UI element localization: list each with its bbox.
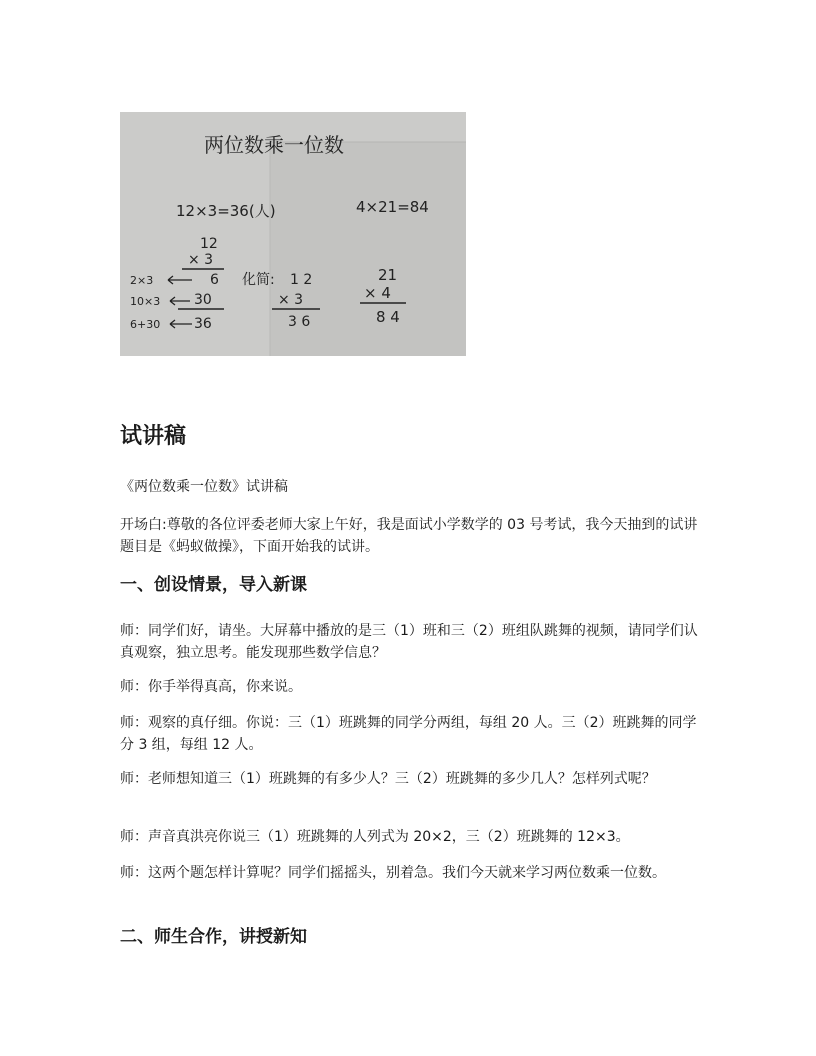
calc-c-top: 21 bbox=[378, 266, 398, 284]
intro-paragraph: 开场白:尊敬的各位评委老师大家上午好，我是面试小学数学的 03 号考试，我今天抽到的试讲题目是《蚂蚁做操》，下面开始我的试讲。 bbox=[120, 517, 698, 555]
calc-step-1: 2×3 bbox=[130, 274, 154, 287]
paragraph-5: 师：声音真洪亮你说三（1）班跳舞的人列式为 20×2，三（2）班跳舞的 12×3。 bbox=[120, 829, 630, 845]
photo-equation-right: 4×21=84 bbox=[356, 198, 429, 216]
calc-c-mul: × 4 bbox=[364, 284, 391, 302]
calc-step-2: 10×3 bbox=[130, 295, 161, 308]
calc-a-row2: 30 bbox=[194, 292, 212, 308]
handwritten-math-photo bbox=[120, 112, 466, 356]
calc-b-top: 1 2 bbox=[290, 272, 313, 288]
photo-title: 两位数乘一位数 bbox=[204, 133, 344, 157]
calc-b-mul: × 3 bbox=[278, 292, 304, 308]
calc-b-result: 3 6 bbox=[288, 314, 311, 330]
document-subtitle: 《两位数乘一位数》试讲稿 bbox=[120, 479, 288, 495]
paragraph-2: 师：你手举得真高，你来说。 bbox=[120, 679, 302, 695]
document-title: 试讲稿 bbox=[120, 424, 187, 449]
section-heading-2: 二、师生合作，讲授新知 bbox=[120, 927, 307, 947]
photo-equation-left: 12×3=36(人) bbox=[176, 202, 276, 220]
paragraph-3: 师：观察的真仔细。你说：三（1）班跳舞的同学分两组，每组 20 人。三（2）班跳舞的同学分 3 组，每组 12 人。 bbox=[120, 715, 697, 753]
calc-c-result: 8 4 bbox=[376, 308, 400, 326]
handwritten-notes bbox=[120, 112, 466, 356]
paragraph-1: 师：同学们好，请坐。大屏幕中播放的是三（1）班和三（2）班组队跳舞的视频，请同学们认真观察，独立思考。能发现那些数学信息？ bbox=[120, 623, 698, 661]
calc-a-row1: 6 bbox=[210, 272, 219, 288]
calc-a-mul: × 3 bbox=[188, 252, 214, 268]
calc-a-result: 36 bbox=[194, 316, 212, 332]
calc-step-3: 6+30 bbox=[130, 318, 161, 331]
section-heading-1: 一、创设情景，导入新课 bbox=[120, 575, 307, 595]
simplify-label: 化简: bbox=[242, 272, 275, 288]
calc-a-top: 12 bbox=[200, 236, 218, 252]
paragraph-4: 师：老师想知道三（1）班跳舞的有多少人？三（2）班跳舞的多少几人？怎样列式呢？ bbox=[120, 771, 656, 787]
paragraph-6: 师：这两个题怎样计算呢？同学们摇摇头，别着急。我们今天就来学习两位数乘一位数。 bbox=[120, 865, 666, 881]
